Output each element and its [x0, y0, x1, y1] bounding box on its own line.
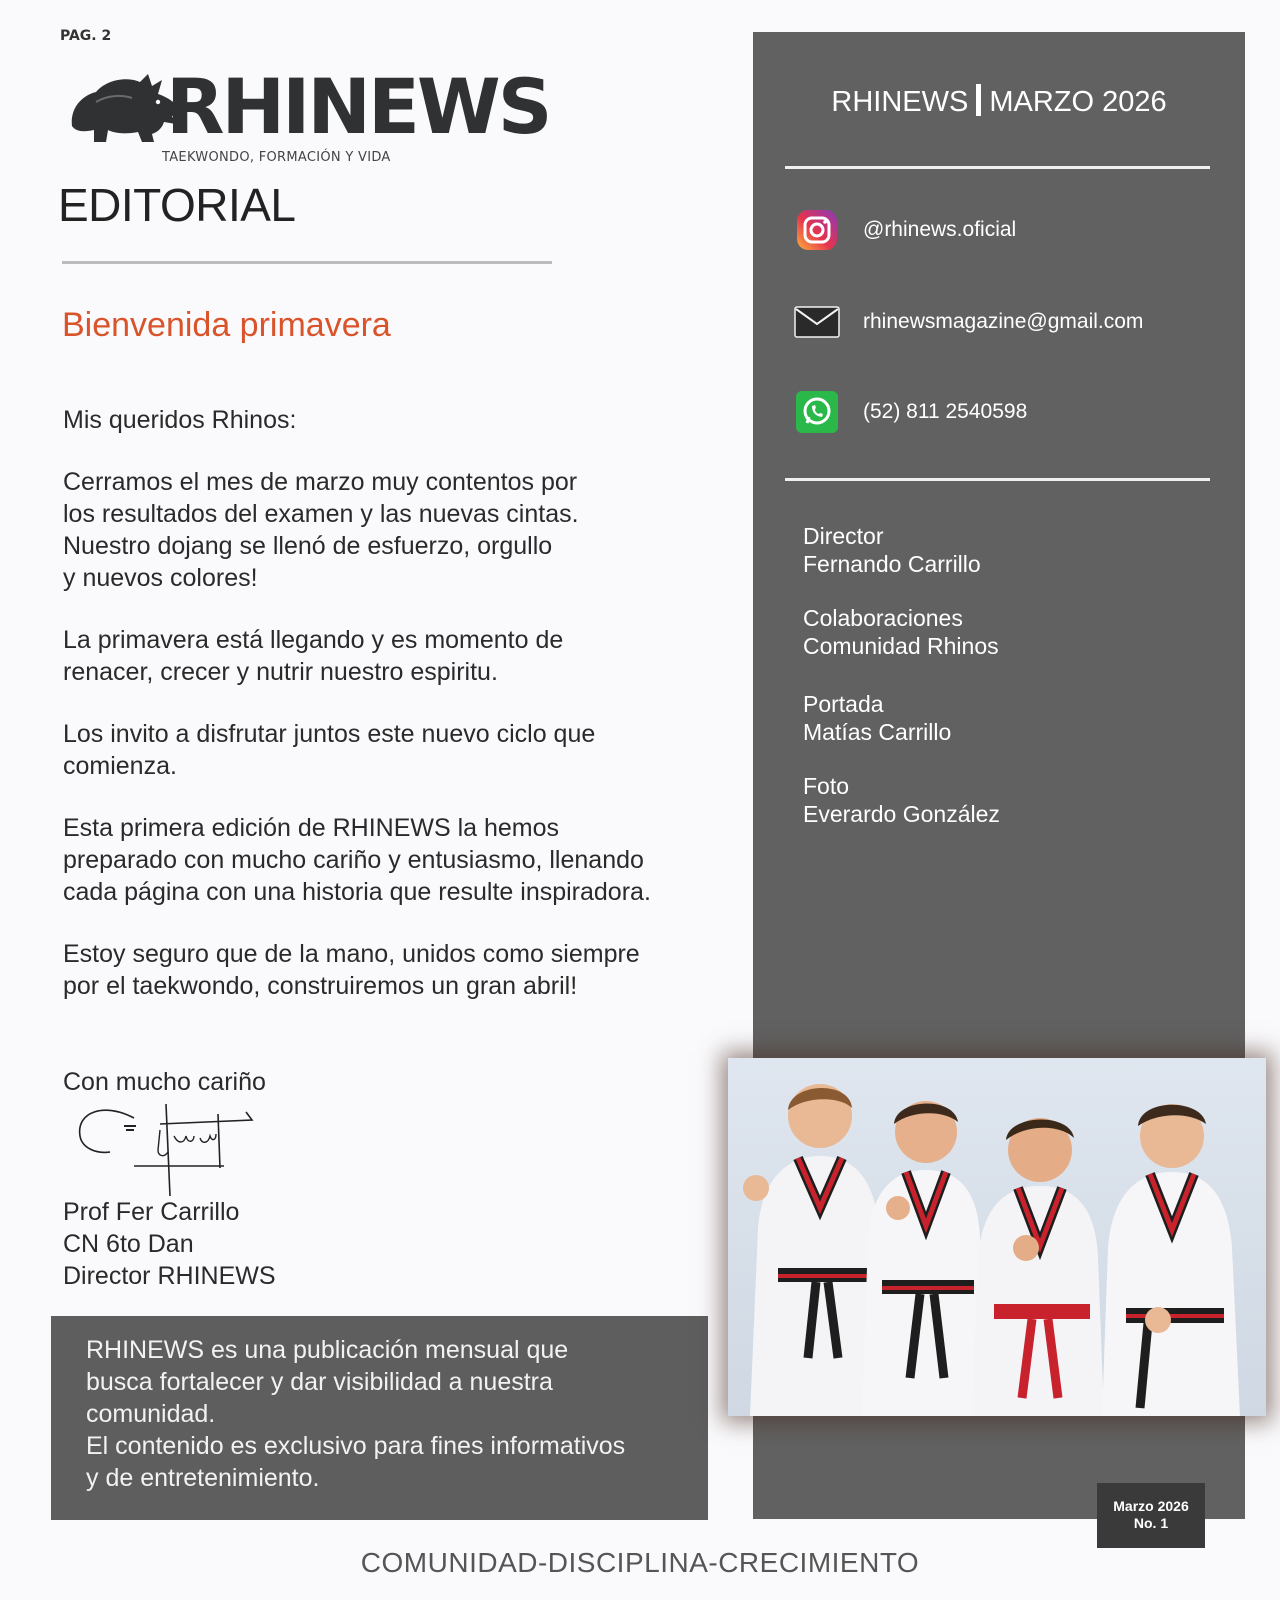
signer-name: Prof Fer Carrillo	[63, 1198, 240, 1226]
credit-name: Fernando Carrillo	[803, 551, 981, 577]
header-separator	[976, 84, 981, 116]
credit-role: Colaboraciones	[803, 605, 963, 631]
credit-name: Matías Carrillo	[803, 719, 952, 745]
whatsapp-icon	[793, 388, 841, 436]
contact-whatsapp[interactable]	[793, 386, 1027, 438]
issue-tag-date: Marzo 2026	[1113, 1498, 1189, 1514]
rhinews-logo	[66, 62, 586, 172]
closing-line: Con mucho cariño	[63, 1068, 266, 1096]
credit-portada	[803, 690, 951, 746]
handwritten-signature	[74, 1100, 264, 1200]
info-line: y de entretenimiento.	[86, 1464, 320, 1492]
sidebar-header	[753, 84, 1245, 119]
info-line: comunidad.	[86, 1400, 216, 1428]
article-paragraph: Esta primera edición de RHINEWS la hemos preparado con mucho cariño y entusiasmo, llenando cada página con una historia que resulte inspiradora.	[63, 814, 651, 906]
credit-name: Comunidad Rhinos	[803, 633, 999, 659]
article-paragraph: Los invito a disfrutar juntos este nuevo ciclo que comienza.	[63, 720, 596, 780]
credit-colaboraciones	[803, 604, 999, 660]
publication-info-box	[51, 1316, 708, 1520]
credit-role: Director	[803, 523, 884, 549]
taekwondo-students-photo	[728, 1058, 1266, 1416]
article-body	[63, 404, 753, 1032]
article-paragraph: La primavera está llegando y es momento de renacer, crecer y nutrir nuestro espiritu.	[63, 626, 564, 686]
page-number: PAG. 2	[60, 28, 112, 44]
photo-illustration	[728, 1058, 1266, 1416]
sidebar-divider	[785, 478, 1210, 481]
signer-rank: CN 6to Dan	[63, 1230, 194, 1258]
logo-wordmark: RHINEWS	[166, 62, 550, 151]
instagram-icon	[793, 206, 841, 254]
credit-director	[803, 522, 981, 578]
issue-tag-number: No. 1	[1133, 1515, 1169, 1531]
mail-icon	[793, 298, 841, 346]
article-paragraph: Cerramos el mes de marzo muy contentos por los resultados del examen y las nuevas cintas. Nuestro dojang se llenó de esfuerzo, orgullo y nuevos colores!	[63, 468, 579, 592]
footer-motto: COMUNIDAD-DISCIPLINA-CRECIMIENTO	[360, 1547, 920, 1578]
sidebar-brand: RHINEWS	[831, 86, 969, 118]
whatsapp-number[interactable]: (52) 811 2540598	[863, 400, 1028, 423]
sidebar-divider	[785, 166, 1210, 169]
section-title: EDITORIAL	[58, 179, 296, 231]
info-line: RHINEWS es una publicación mensual que	[86, 1336, 569, 1364]
email-address[interactable]: rhinewsmagazine@gmail.com	[863, 310, 1144, 333]
contact-email[interactable]	[793, 296, 1143, 348]
credit-role: Portada	[803, 691, 884, 717]
info-line: El contenido es exclusivo para fines informativos	[86, 1432, 626, 1460]
info-line: busca fortalecer y dar visibilidad a nuestra	[86, 1368, 553, 1396]
article-headline: Bienvenida primavera	[62, 306, 391, 344]
credit-foto	[803, 772, 1000, 828]
title-divider	[62, 261, 552, 264]
student-figure	[972, 1118, 1104, 1416]
contact-instagram[interactable]	[793, 204, 1016, 256]
credit-role: Foto	[803, 773, 850, 799]
student-figure	[1102, 1104, 1240, 1416]
signature-block	[63, 1196, 276, 1292]
credit-name: Everardo González	[803, 801, 1000, 827]
issue-tag	[1097, 1483, 1205, 1548]
article-paragraph: Mis queridos Rhinos:	[63, 406, 297, 434]
logo-tagline: TAEKWONDO, FORMACIÓN Y VIDA	[162, 150, 391, 165]
sidebar-issue-date: MARZO 2026	[989, 86, 1167, 118]
signer-role: Director RHINEWS	[63, 1262, 276, 1290]
article-paragraph: Estoy seguro que de la mano, unidos como siempre por el taekwondo, construiremos un gran abril!	[63, 940, 640, 1000]
instagram-handle[interactable]: @rhinews.oficial	[863, 218, 1017, 241]
student-figure	[862, 1101, 986, 1416]
